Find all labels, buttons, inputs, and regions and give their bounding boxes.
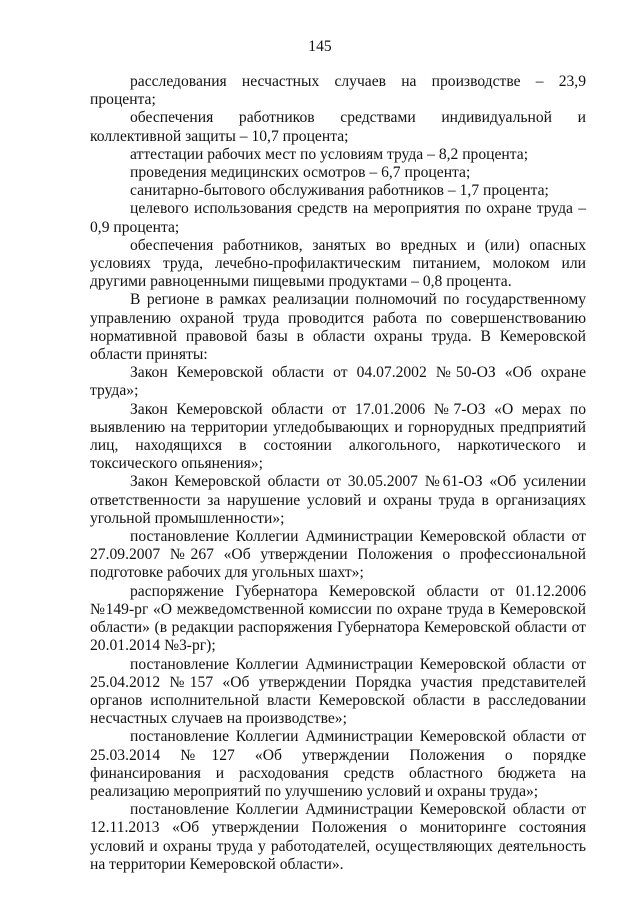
paragraph: аттестации рабочих мест по условиям труда – 8,2 процента; (130, 145, 529, 163)
paragraph: постановление Коллегии Администрации Кемеровской области от 25.03.2014 №127 «Об утверждении Положения о порядке финансирования и расходования средств областного бюджета на реализацию мероприятий по улучшению условий и охраны труда»; (90, 728, 586, 800)
paragraph: распоряжение Губернатора Кемеровской области от 01.12.2006 №149-рг «О межведомственной комиссии по охране труда в Кемеровской области» (в редакции распоряжения Губернатора Кемеровской области от 20.01.2014 №3-рг); (90, 582, 586, 655)
paragraph: постановление Коллегии Администрации Кемеровской области от 12.11.2013 «Об утверждении Положения о мониторинге состояния условий и охраны труда у работодателей, осуществляющих деятельность на территории Кемеровской области». (90, 801, 586, 873)
paragraph: Закон Кемеровской области от 04.07.2002 №50-ОЗ «Об охране труда»; (90, 364, 586, 400)
body-text (90, 73, 586, 874)
paragraph: Закон Кемеровской области от 30.05.2007 №61-ОЗ «Об усилении ответственности за нарушение условий и охраны труда в организациях угольной промышленности»; (90, 473, 586, 527)
paragraph: расследования несчастных случаев на производстве – 23,9 процента; (90, 73, 586, 109)
paragraph: санитарно-бытового обслуживания работников – 1,7 процента; (130, 182, 549, 200)
paragraph: В регионе в рамках реализации полномочий по государственному управлению охраной труда проводится работа по совершенствованию нормативной правовой базы в области охраны труда. В Кемеровской области приняты: (90, 291, 586, 364)
paragraph: обеспечения работников, занятых во вредных и (или) опасных условиях труда, лечебно-профилактическим питанием, молоком или другими равноценными пищевыми продуктами – 0,8 процента. (90, 236, 586, 291)
paragraph: целевого использования средств на мероприятия по охране труда – 0,9 процента; (90, 200, 586, 236)
paragraph: обеспечения работников средствами индивидуальной и коллективной защиты – 10,7 процента; (90, 109, 586, 145)
page-number: 145 (308, 38, 332, 55)
paragraph: постановление Коллегии Администрации Кемеровской области от 27.09.2007 №267 «Об утверждении Положения о профессиональной подготовке рабочих для угольных шахт»; (90, 528, 586, 582)
paragraph: постановление Коллегии Администрации Кемеровской области от 25.04.2012 №157 «Об утверждении Порядка участия представителей органов исполнительной власти Кемеровской области в расследовании несчастных случаев на производстве»; (90, 655, 586, 728)
paragraph: проведения медицинских осмотров – 6,7 процента; (130, 164, 471, 182)
paragraph: Закон Кемеровской области от 17.01.2006 №7-ОЗ «О мерах по выявлению на территории угледобывающих и горнорудных предприятий лиц, находящихся в состоянии алкогольного, наркотического и токсического опьянения»; (90, 400, 586, 473)
